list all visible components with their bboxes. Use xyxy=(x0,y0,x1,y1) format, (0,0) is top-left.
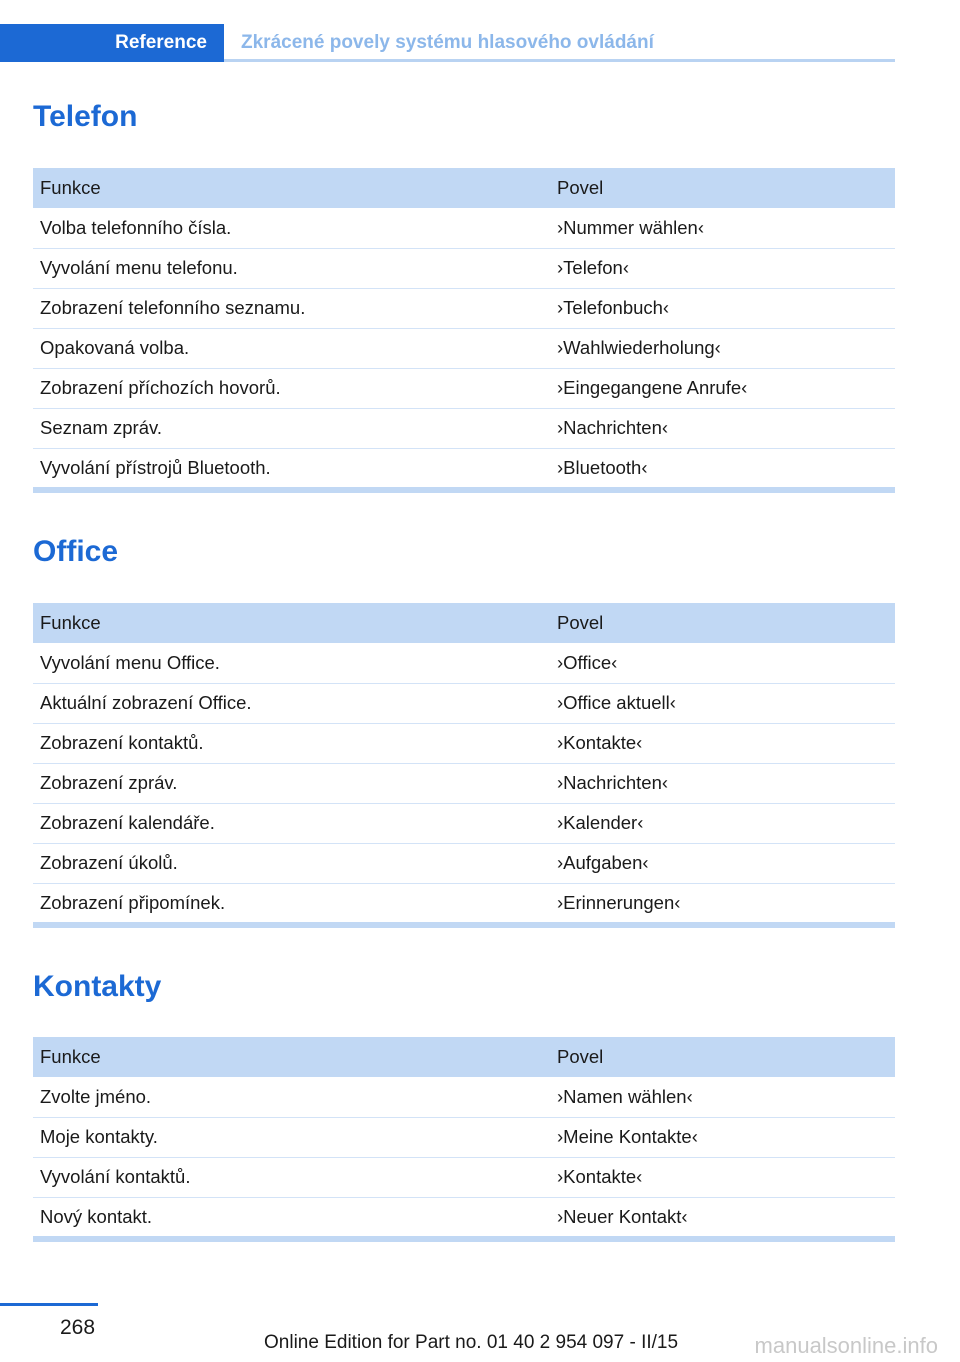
cell-function: Zvolte jméno. xyxy=(33,1077,550,1117)
cell-command: ›Namen wählen‹ xyxy=(550,1077,895,1117)
cell-command: ›Wahlwiederholung‹ xyxy=(550,328,895,368)
table-row xyxy=(33,1197,895,1237)
cell-function: Zobrazení kontaktů. xyxy=(33,723,550,763)
cell-command: ›Aufgaben‹ xyxy=(550,843,895,883)
cell-function: Zobrazení úkolů. xyxy=(33,843,550,883)
table-row xyxy=(33,368,895,408)
cell-function: Zobrazení kalendáře. xyxy=(33,803,550,843)
cell-function: Aktuální zobrazení Office. xyxy=(33,683,550,723)
cell-function: Opakovaná volba. xyxy=(33,328,550,368)
table-row xyxy=(33,1077,895,1117)
table-row xyxy=(33,763,895,803)
cell-function: Vyvolání menu telefonu. xyxy=(33,248,550,288)
cell-command: ›Nachrichten‹ xyxy=(550,763,895,803)
table-row xyxy=(33,448,895,488)
table-row xyxy=(33,883,895,923)
cell-command: ›Nachrichten‹ xyxy=(550,408,895,448)
cell-command: ›Meine Kontakte‹ xyxy=(550,1117,895,1157)
table-row xyxy=(33,208,895,248)
cell-function: Zobrazení telefonního seznamu. xyxy=(33,288,550,328)
table-bottom-rule xyxy=(33,487,895,493)
cell-function: Zobrazení připomínek. xyxy=(40,892,226,914)
cell-command: ›Eingegangene Anrufe‹ xyxy=(550,368,895,408)
table-office xyxy=(33,603,895,923)
header-divider xyxy=(224,59,895,62)
table-row xyxy=(33,723,895,763)
table-header-row xyxy=(33,168,895,208)
column-header-function: Funkce xyxy=(33,168,550,208)
header-section-tab xyxy=(0,24,224,62)
table-row xyxy=(33,1117,895,1157)
footer-accent-line xyxy=(0,1303,98,1306)
table-row xyxy=(33,843,895,883)
table-row xyxy=(33,288,895,328)
cell-function: Volba telefonního čísla. xyxy=(33,208,550,248)
cell-command: ›Erinnerungen‹ xyxy=(557,892,681,914)
table-bottom-rule xyxy=(33,1236,895,1242)
cell-function: Vyvolání kontaktů. xyxy=(33,1157,550,1197)
cell-command: ›Telefon‹ xyxy=(550,248,895,288)
cell-command: ›Kontakte‹ xyxy=(550,723,895,763)
column-header-command: Povel xyxy=(550,603,895,643)
cell-function: Nový kontakt. xyxy=(40,1206,153,1228)
table-row xyxy=(33,643,895,683)
table-row xyxy=(33,1157,895,1197)
header-chapter-title: Zkrácené povely systému hlasového ovládání xyxy=(241,32,654,53)
cell-command: ›Nummer wählen‹ xyxy=(550,208,895,248)
table-row xyxy=(33,803,895,843)
section-title-office: Office xyxy=(33,535,119,568)
table-telefon xyxy=(33,168,895,488)
table-header-row xyxy=(33,603,895,643)
table-row xyxy=(33,683,895,723)
cell-function: Zobrazení zpráv. xyxy=(33,763,550,803)
section-title-kontakty: Kontakty xyxy=(33,970,162,1003)
cell-command: ›Neuer Kontakt‹ xyxy=(557,1206,688,1228)
table-header-row xyxy=(33,1037,895,1077)
header-section-label: Reference xyxy=(115,32,207,53)
cell-command: ›Kalender‹ xyxy=(550,803,895,843)
table-row xyxy=(33,408,895,448)
column-header-command: Povel xyxy=(550,168,895,208)
column-header-command: Povel xyxy=(550,1037,895,1077)
cell-command: ›Office‹ xyxy=(550,643,895,683)
cell-command: ›Bluetooth‹ xyxy=(557,457,648,479)
column-header-function: Funkce xyxy=(33,1037,550,1077)
cell-function: Seznam zpráv. xyxy=(33,408,550,448)
cell-function: Moje kontakty. xyxy=(33,1117,550,1157)
page-number: 268 xyxy=(60,1316,96,1339)
cell-function: Vyvolání přístrojů Bluetooth. xyxy=(40,457,271,479)
cell-function: Vyvolání menu Office. xyxy=(33,643,550,683)
table-row xyxy=(33,248,895,288)
edition-note: Online Edition for Part no. 01 40 2 954 097 - II/15 xyxy=(264,1332,679,1353)
page-header xyxy=(0,24,895,62)
column-header-function: Funkce xyxy=(33,603,550,643)
table-row xyxy=(33,328,895,368)
watermark: manualsonline.info xyxy=(754,1333,938,1358)
cell-command: ›Telefonbuch‹ xyxy=(550,288,895,328)
cell-function: Zobrazení příchozích hovorů. xyxy=(33,368,550,408)
table-kontakty xyxy=(33,1037,895,1237)
section-title-telefon: Telefon xyxy=(33,100,138,133)
cell-command: ›Kontakte‹ xyxy=(550,1157,895,1197)
cell-command: ›Office aktuell‹ xyxy=(550,683,895,723)
table-bottom-rule xyxy=(33,922,895,928)
